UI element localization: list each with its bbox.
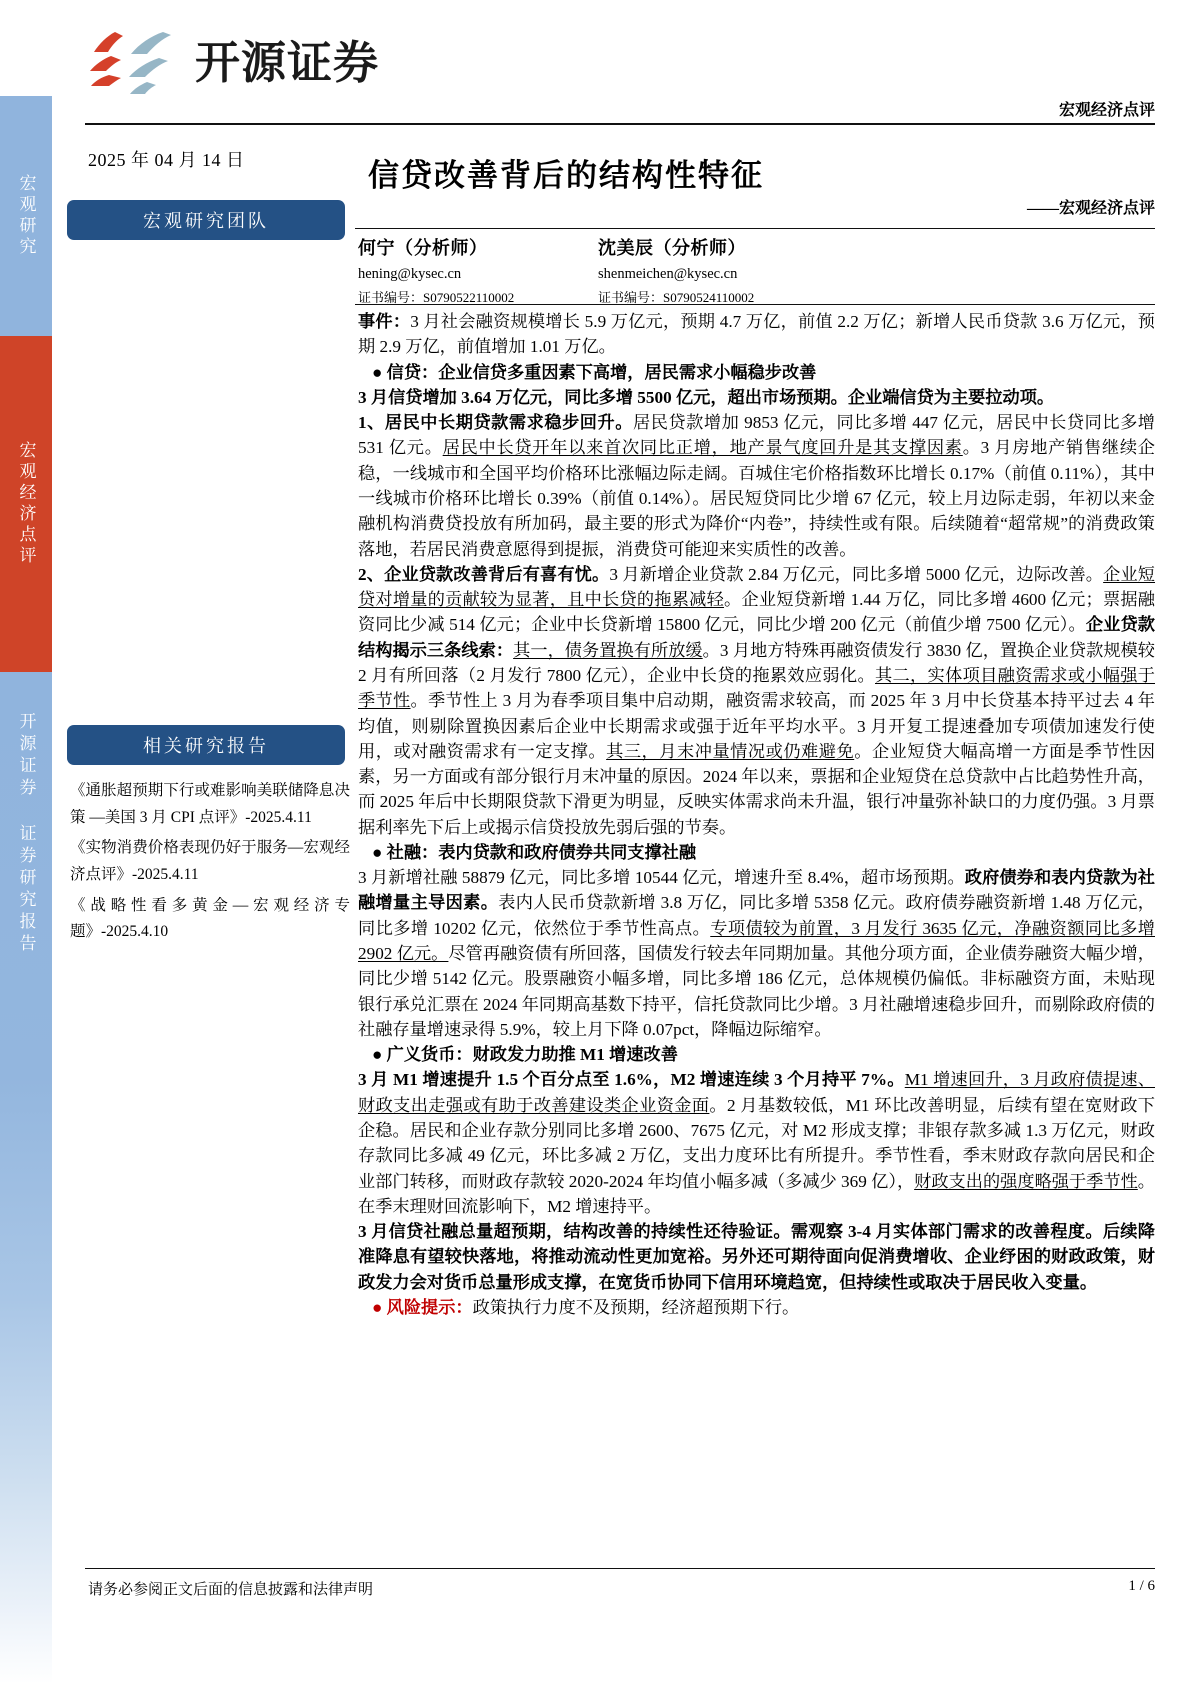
related-report-item[interactable]: 《通胀超预期下行或难影响美联储降息决策 —美国 3 月 CPI 点评》-2025.4.11 xyxy=(70,782,350,826)
related-reports-chip: 相关研究报告 xyxy=(67,725,345,765)
authors-divider xyxy=(355,304,1155,305)
author-email[interactable]: hening@kysec.cn xyxy=(358,266,462,282)
header-category: 宏观经济点评 xyxy=(1058,102,1155,119)
risk-label: ● 风险提示： xyxy=(372,1297,473,1317)
credit-point-1-title: 1、居民中长期贷款需求稳步回升。 xyxy=(358,413,633,433)
credit-clue-2: 其二，实体项目融资需求或小幅强于季节性 xyxy=(358,665,1155,711)
credit-point-2 xyxy=(358,562,1155,840)
sidebar-block-brand xyxy=(0,672,52,1684)
credit-point-2-title: 2、企业贷款改善背后有喜有忧。 xyxy=(358,564,610,584)
document-date: 2025 年 04 月 14 日 xyxy=(88,150,245,170)
related-report-item[interactable]: 《战略性看多黄金—宏观经济专题》-2025.4.10 xyxy=(70,896,350,941)
money-a: 。2 月基数较低，M1 环比改善明显，后续有望在宽财政下企稳。居民和企业存款分别同比多增 2600、7675 亿元，对 M2 形成支撑；非银存款多减 1.3 万亿元，财政存款同比多减 49 亿元，环比多减 2 万亿，支出力度环比有所提升。季节性看，季末财政存款向居民和企业部门转移，而财政存款较 2020-2024 年均值小幅多减（多减少 369 亿）， xyxy=(358,1095,1155,1191)
footer-disclaimer: 请务必参阅正文后面的信息披露和法律声明 xyxy=(88,1582,374,1598)
related-report-item[interactable]: 《实物消费价格表现仍好于服务—宏观经济点评》-2025.4.11 xyxy=(70,839,350,883)
sidebar-macro-research-label: 宏观研究 xyxy=(16,174,36,258)
risk-warning xyxy=(358,1295,1155,1320)
research-team-chip: 宏观研究团队 xyxy=(67,200,345,240)
left-sidebar xyxy=(0,0,52,1684)
broad-money-paragraph xyxy=(358,1067,1155,1219)
section-heading-social-financing: ● 社融：表内贷款和政府债券共同支撑社融 xyxy=(372,842,697,862)
credit-point-2-a: 3 月新增企业贷款 2.84 万亿元，同比多增 5000 亿元，边际改善。 xyxy=(609,564,1104,584)
credit-point-1-underline: 居民中长贷开年以来首次同比正增，地产景气度回升是其支撑因素 xyxy=(442,438,963,458)
conclusion-bold: 3 月信贷社融总量超预期，结构改善的持续性还待验证。 xyxy=(358,1222,791,1242)
footer-divider xyxy=(85,1568,1155,1569)
event-label: 事件： xyxy=(358,312,411,331)
event-text: 3 月社会融资规模增长 5.9 万亿元，预期 4.7 万亿，前值 2.2 万亿；新增人民币贷款 3.6 万亿元，预期 2.9 万亿，前值增加 1.01 万亿。 xyxy=(358,312,1155,357)
conclusion-paragraph xyxy=(358,1219,1155,1295)
credit-point-2-e: 。企业短贷大幅高增一方面是季节性因素，另一方面或有部分银行月末冲量的原因。2024 年以来，票据和企业短贷在总贷款中占比趋势性升高，而 2025 年后中长期限贷款下滑更为明显，反映实体需求尚未升温，银行冲量弥补缺口的力度仍强。3 月票据利率先下后上或揭示信贷投放先弱后强的节奏。 xyxy=(358,741,1155,837)
credit-point-2-clues-title: 企业贷款结构揭示三条线索： xyxy=(358,615,1155,660)
company-logo xyxy=(85,26,379,98)
authors-list xyxy=(358,234,1138,306)
credit-clue-3: 其三，月末冲量情况或仍难避免 xyxy=(606,741,855,761)
page-title: 信贷改善背后的结构性特征 xyxy=(368,158,764,193)
event-paragraph xyxy=(358,309,1155,360)
credit-point-2-b: 。企业短贷新增 1.44 万亿，同比多增 4600 亿元；票据融资同比少减 514 亿元；企业中长贷新增 15800 亿元，同比少增 200 亿元（前值少增 7500 亿元）。 xyxy=(358,590,1155,635)
author-cert-number: 证书编号：S0790524110002 xyxy=(598,290,755,305)
section-heading-broad-money: ● 广义货币：财政发力助推 M1 增速改善 xyxy=(372,1045,678,1065)
author-name: 何宁（分析师） xyxy=(358,238,488,258)
social-bold: 政府债券和表内贷款为社融增量主导因素。 xyxy=(358,868,1155,913)
author-entry xyxy=(598,234,838,306)
risk-text: 政策执行力度不及预期，经济超预期下行。 xyxy=(472,1297,800,1317)
credit-point-1-b: 。3 月房地产销售继续企稳，一线城市和全国平均价格环比涨幅边际走阔。百城住宅价格指数环比增长 0.17%（前值 0.11%），其中一线城市价格环比增长 0.39%（前值 0.14%）。居民短贷同比少增 67 亿元，较上月边际走弱，年初以来金融机构消费贷投放有所加码，最主要的形式为降价“内卷”，持续性或有限。后续随着“超常规”的消费政策落地，若居民消费意愿得到提振，消费贷可能迎来实质性的改善。 xyxy=(358,438,1155,559)
money-b: 。在季末理财回流影响下，M2 增速持平。 xyxy=(358,1171,1155,1216)
sidebar-block-macro-comment xyxy=(0,336,52,672)
money-bold: 3 月 M1 增速提升 1.5 个百分点至 1.6%，M2 增速连续 3 个月持平 7%。 xyxy=(358,1070,905,1090)
header-divider xyxy=(85,123,1155,125)
sidebar-brand-label: 开源证券 证券研究报告 xyxy=(16,712,36,956)
sidebar-macro-comment-label: 宏观经济点评 xyxy=(16,441,36,567)
social-c: 尽管再融资债有所回落，国债发行较去年同期加量。其他分项方面，企业债券融资大幅少增，同比少增 5142 亿元。股票融资小幅多增，同比多增 186 亿元，总体规模仍偏低。非标融资方面，未贴现银行承兑汇票在 2024 年同期高基数下持平，信托贷款同比少增。3 月社融增速稳步回升，而剔除政府债的社融存量增速录得 5.9%，较上月下降 0.07pct，降幅边际缩窄。 xyxy=(358,944,1155,1039)
social-a: 3 月新增社融 58879 亿元，同比多增 10544 亿元，增速升至 8.4%，超市场预期。 xyxy=(358,868,965,888)
author-cert-number: 证书编号：S0790522110002 xyxy=(358,290,515,305)
kaiyuan-stripes-logo-icon xyxy=(85,26,181,98)
sidebar-block-macro-research xyxy=(0,96,52,336)
company-logo-text: 开源证券 xyxy=(195,35,380,89)
money-underline-1: M1 增速回升，3 月政府债提速、财政支出走强或有助于改善建设类企业资金面 xyxy=(358,1070,1155,1115)
article-body xyxy=(358,309,1155,1320)
section-heading-credit: ● 信贷：企业信贷多重因素下高增，居民需求小幅稳步改善 xyxy=(372,362,817,382)
credit-point-2-c: 。3 月地方特殊再融资债发行 3830 亿，置换企业贷款规模较 2 月有所回落（2 月发行 7800 亿元），企业中长贷的拖累效应弱化。 xyxy=(358,640,1155,685)
money-underline-2: 财政支出的强度略强于季节性 xyxy=(914,1171,1138,1191)
author-email[interactable]: shenmeichen@kysec.cn xyxy=(598,266,738,282)
social-financing-paragraph xyxy=(358,865,1155,1042)
social-b: 表内人民币贷款新增 3.8 万亿，同比多增 5358 亿元。政府债券融资新增 1.48 万亿元，同比多增 10202 亿元，依然位于季节性高点。 xyxy=(358,893,1155,938)
credit-point-2-d: 。季节性上 3 月为春季项目集中启动期，融资需求较高，而 2025 年 3 月中长贷基本持平过去 4 年均值，则剔除置换因素后企业中长期需求或强于近年平均水平。3 月开复工提速叠加专项债加速发行使用，或对融资需求有一定支撑。 xyxy=(358,691,1155,761)
related-reports-list xyxy=(70,778,350,950)
credit-lead: 3 月信贷增加 3.64 万亿元，同比多增 5500 亿元，超出市场预期。企业端信贷为主要拉动项。 xyxy=(358,387,1055,407)
page-subtitle: ——宏观经济点评 xyxy=(1026,200,1155,217)
document-page xyxy=(52,0,1191,1684)
credit-point-2-underline-1: 企业短贷对增量的贡献较为显著，且中长贷的拖累减轻 xyxy=(358,564,1155,610)
author-name: 沈美辰（分析师） xyxy=(598,238,746,258)
credit-point-1-a: 居民贷款增加 9853 亿元，同比多增 447 亿元，居民中长贷同比多增 531 亿元。 xyxy=(358,413,1155,458)
credit-point-1 xyxy=(358,410,1155,562)
title-divider xyxy=(355,228,1155,229)
conclusion-a: 需观察 3-4 月实体部门需求的改善程度。后续降准降息有望较快落地，将推动流动性更加宽裕。另外还可期待面向促消费增收、企业纾困的财政政策，财政发力会对货币总量形成支撑，在宽货币协同下信用环境趋宽，但持续性或取决于居民收入变量。 xyxy=(358,1222,1155,1292)
social-underline: 专项债较为前置，3 月发行 3635 亿元，净融资额同比多增 2902 亿元。 xyxy=(358,918,1155,964)
author-entry xyxy=(358,234,598,306)
credit-clue-1: 其一，债务置换有所放缓 xyxy=(513,640,703,660)
footer-page-number: 1 / 6 xyxy=(1128,1578,1155,1594)
